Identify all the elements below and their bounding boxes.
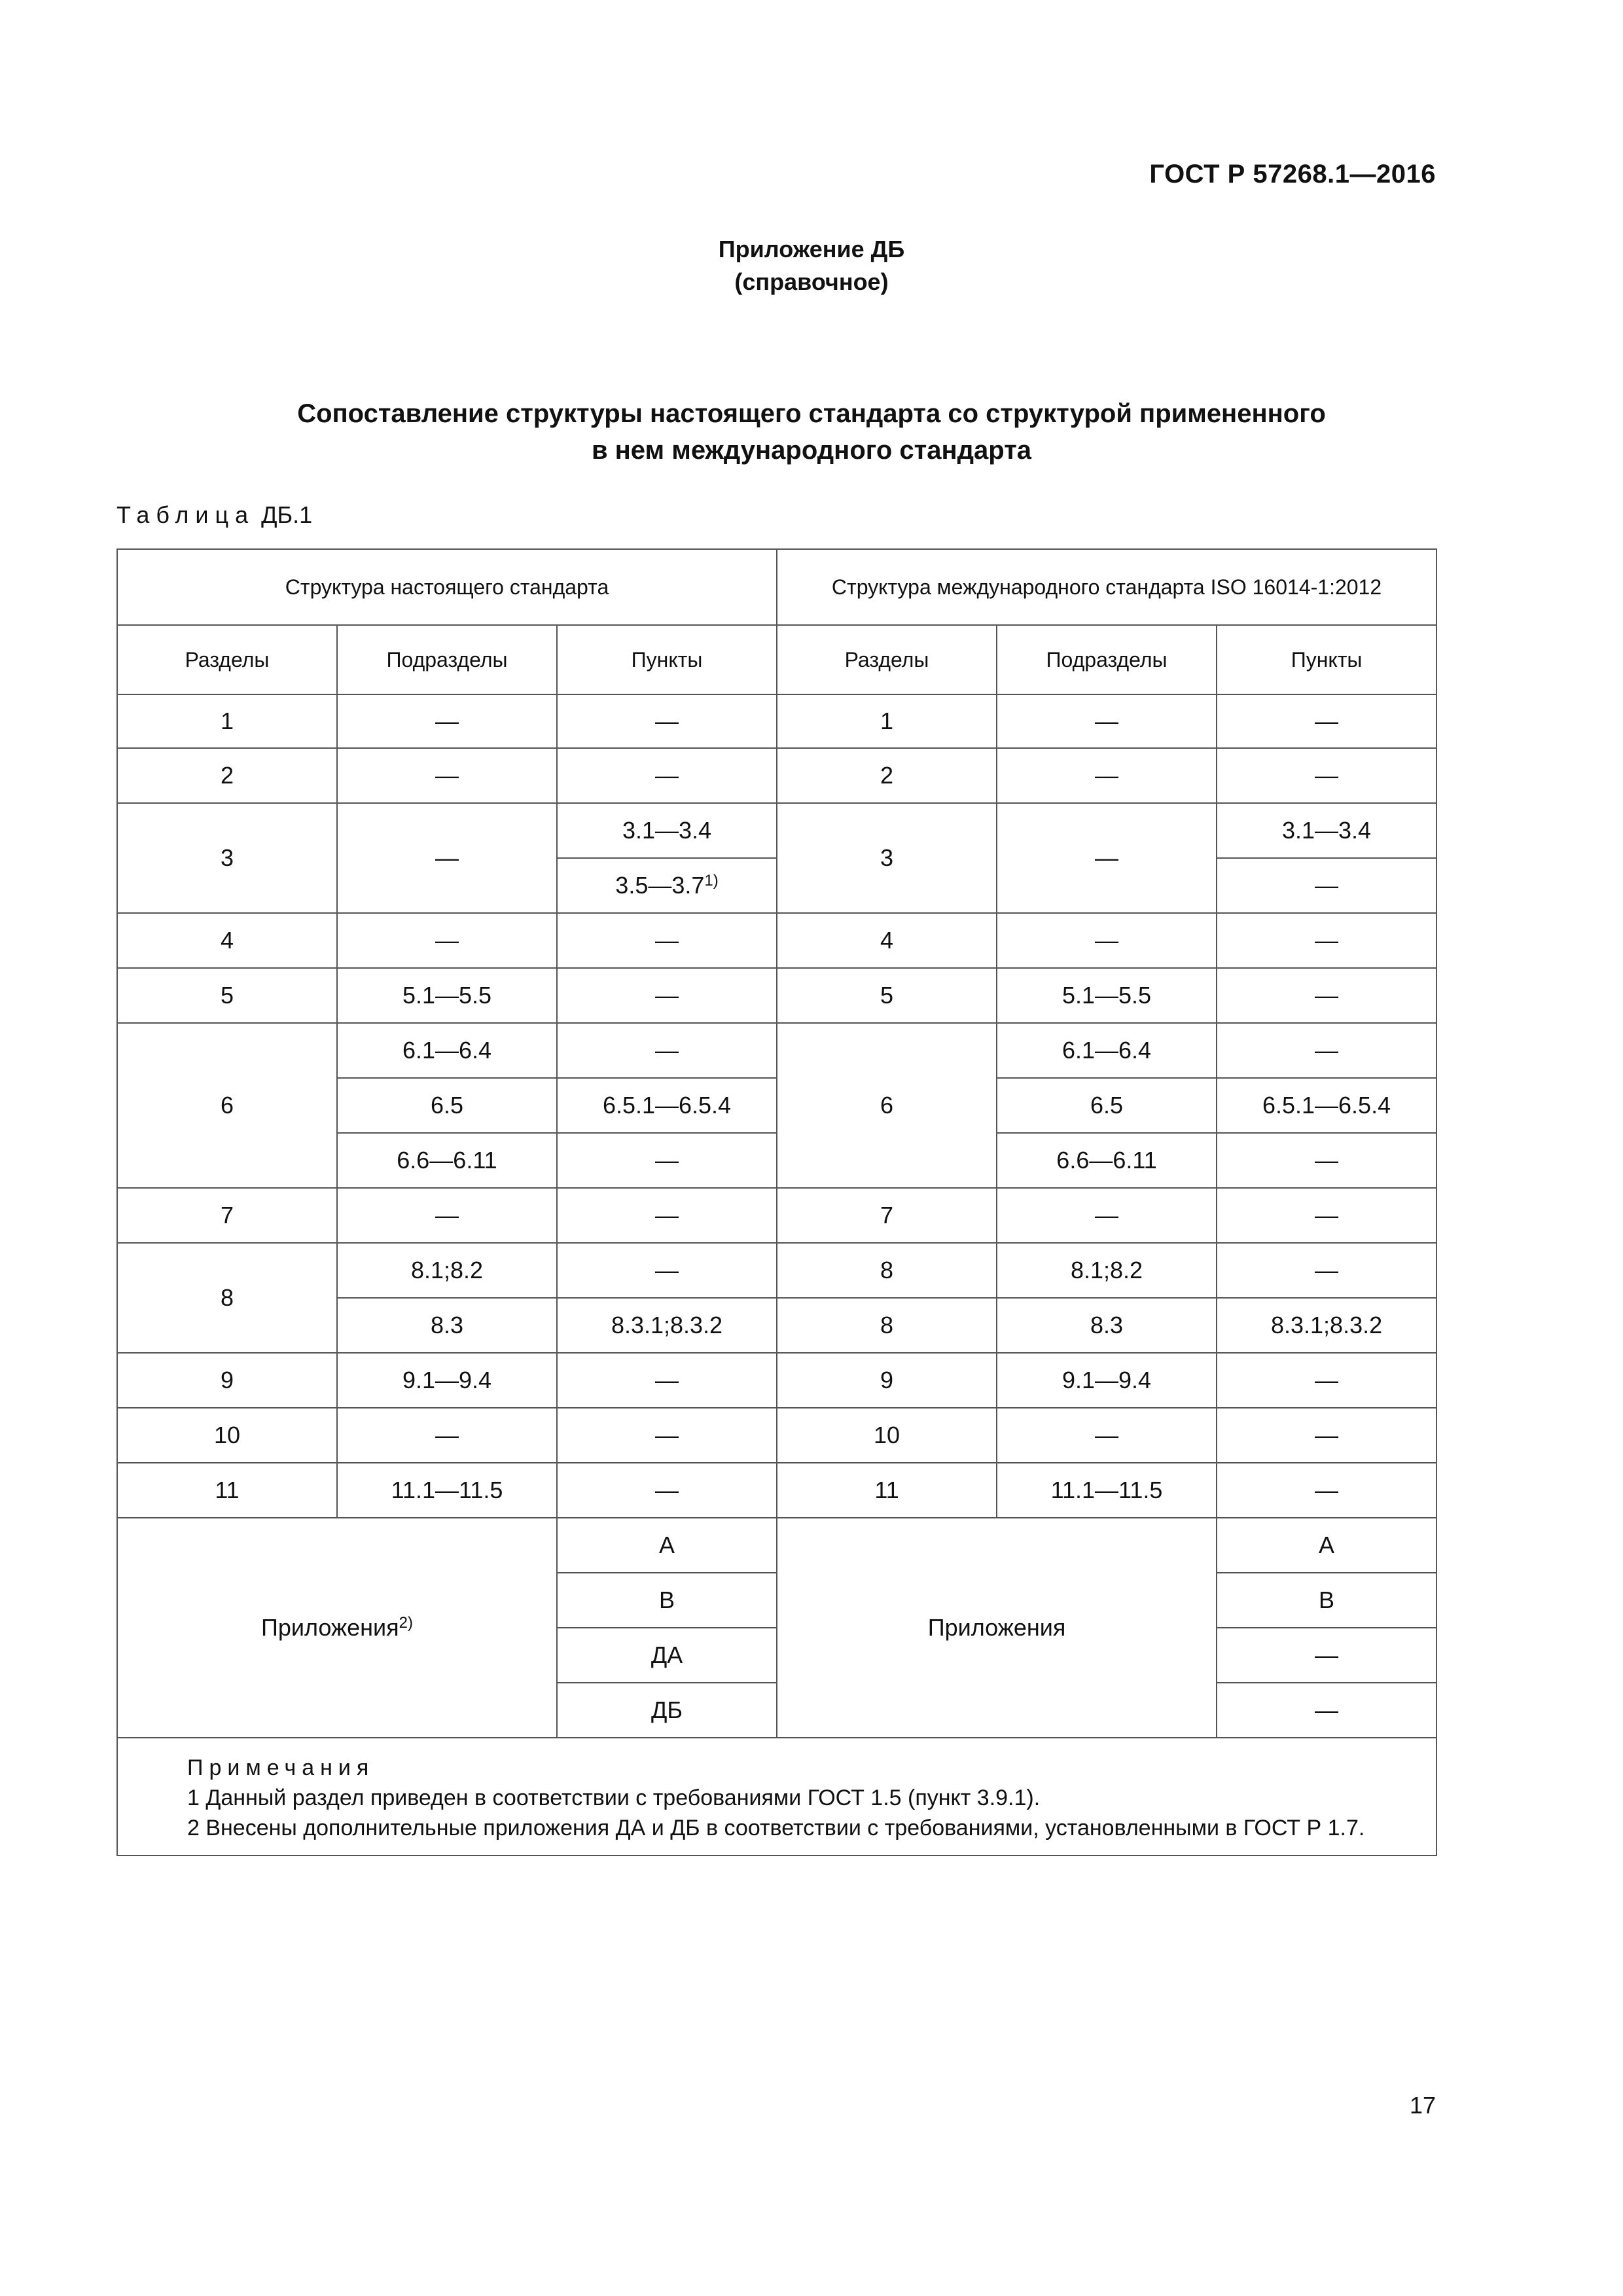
- col-header-intl-subsections: Подразделы: [997, 625, 1217, 694]
- table-cell: —: [997, 1188, 1217, 1243]
- table-cell: —: [557, 1243, 777, 1298]
- col-header-intl-items: Пункты: [1217, 625, 1436, 694]
- table-cell: 6.1—6.4: [337, 1023, 557, 1078]
- table-cell: —: [1217, 858, 1436, 913]
- table-cell: 3: [117, 803, 337, 913]
- notes-heading: Примечания: [187, 1755, 375, 1780]
- table-cell: 1: [777, 694, 997, 748]
- table-cell: 9.1—9.4: [997, 1353, 1217, 1408]
- table-cell: —: [997, 803, 1217, 913]
- table-cell: 8.1;8.2: [337, 1243, 557, 1298]
- col-header-items: Пункты: [557, 625, 777, 694]
- cell-text: 3.5—3.7: [615, 872, 705, 899]
- intl-appendices-label: Приложения: [777, 1518, 1217, 1738]
- table-cell: 8: [777, 1243, 997, 1298]
- table-cell: —: [1217, 694, 1436, 748]
- table-caption-prefix: Таблица: [116, 501, 255, 528]
- table-cell: 7: [117, 1188, 337, 1243]
- table-cell: —: [337, 803, 557, 913]
- page-title: [0, 395, 1623, 469]
- table-cell: A: [1217, 1518, 1436, 1573]
- table-cell: —: [1217, 1188, 1436, 1243]
- table-cell: —: [1217, 1243, 1436, 1298]
- table-cell: 8: [777, 1298, 997, 1353]
- table-cell: 8.3.1;8.3.2: [557, 1298, 777, 1353]
- page-title-line-1: Сопоставление структуры настоящего стандарта со структурой примененного: [297, 399, 1326, 428]
- table-cell: 6.1—6.4: [997, 1023, 1217, 1078]
- table-row: [117, 1463, 1436, 1518]
- notes-cell: [117, 1738, 1436, 1856]
- appendix-title: Приложение ДБ: [718, 236, 905, 262]
- table-cell: 2: [117, 748, 337, 803]
- table-cell: —: [1217, 748, 1436, 803]
- note-1: 1 Данный раздел приведен в соответствии с требованиями ГОСТ 1.5 (пункт 3.9.1).: [187, 1785, 1041, 1810]
- table-cell: —: [337, 748, 557, 803]
- table-cell: —: [557, 748, 777, 803]
- table-cell: 11: [117, 1463, 337, 1518]
- table-row: [117, 748, 1436, 803]
- table-cell: 6.6—6.11: [997, 1133, 1217, 1188]
- table-cell: 3.1—3.4: [557, 803, 777, 858]
- table-cell: —: [1217, 1023, 1436, 1078]
- table-cell: —: [557, 968, 777, 1023]
- table-cell: 6.5: [997, 1078, 1217, 1133]
- table-cell: —: [1217, 1133, 1436, 1188]
- table-cell: 6.5.1—6.5.4: [1217, 1078, 1436, 1133]
- table-cell: —: [557, 694, 777, 748]
- table-cell: —: [557, 1188, 777, 1243]
- table-cell: 6: [777, 1023, 997, 1188]
- table-cell: 9.1—9.4: [337, 1353, 557, 1408]
- col-header-intl-sections: Разделы: [777, 625, 997, 694]
- col-header-sections: Разделы: [117, 625, 337, 694]
- table-cell: 3: [777, 803, 997, 913]
- table-cell: —: [1217, 968, 1436, 1023]
- table-cell: —: [1217, 1463, 1436, 1518]
- table-cell: B: [1217, 1573, 1436, 1628]
- table-row: [117, 1408, 1436, 1463]
- table-cell: 5.1—5.5: [337, 968, 557, 1023]
- col-header-subsections: Подразделы: [337, 625, 557, 694]
- table-cell: —: [557, 1463, 777, 1518]
- table-cell: A: [557, 1518, 777, 1573]
- table-cell: 5.1—5.5: [997, 968, 1217, 1023]
- table-cell: 7: [777, 1188, 997, 1243]
- appendix-type: (справочное): [734, 268, 889, 295]
- table-cell: —: [997, 1408, 1217, 1463]
- table-cell: —: [337, 1188, 557, 1243]
- table-cell: 8.3: [337, 1298, 557, 1353]
- table-cell: —: [557, 1133, 777, 1188]
- table-cell: 6.5: [337, 1078, 557, 1133]
- table-row: [117, 1518, 1436, 1573]
- table-cell: 2: [777, 748, 997, 803]
- document-code: ГОСТ Р 57268.1—2016: [1149, 160, 1436, 188]
- table-cell: ДБ: [557, 1683, 777, 1738]
- table-cell: —: [557, 1353, 777, 1408]
- table-cell: 6.5.1—6.5.4: [557, 1078, 777, 1133]
- table-cell: 6.6—6.11: [337, 1133, 557, 1188]
- table-cell: 4: [777, 913, 997, 968]
- notes-row: [117, 1738, 1436, 1856]
- table-caption-number: ДБ.1: [261, 501, 313, 528]
- table-cell: 11.1—11.5: [997, 1463, 1217, 1518]
- footnote-ref: 1): [704, 872, 719, 889]
- appendix-heading: [0, 233, 1623, 298]
- table-row: [117, 1353, 1436, 1408]
- table-cell: —: [1217, 1353, 1436, 1408]
- table-cell: —: [1217, 1683, 1436, 1738]
- table-row: [117, 1023, 1436, 1078]
- table-cell: 9: [117, 1353, 337, 1408]
- page-title-line-2: в нем международного стандарта: [591, 436, 1032, 465]
- table-cell: —: [337, 694, 557, 748]
- table-cell: 1: [117, 694, 337, 748]
- table-row: [117, 694, 1436, 748]
- table-cell: 3.1—3.4: [1217, 803, 1436, 858]
- table-cell: —: [337, 913, 557, 968]
- table-cell: [557, 858, 777, 913]
- table-cell: 8.3: [997, 1298, 1217, 1353]
- table-cell: 9: [777, 1353, 997, 1408]
- table-cell: —: [557, 913, 777, 968]
- table-row: [117, 1188, 1436, 1243]
- table-cell: —: [997, 748, 1217, 803]
- table-cell: 4: [117, 913, 337, 968]
- national-structure-header: Структура настоящего стандарта: [117, 549, 777, 625]
- appendices-label: Приложения: [261, 1614, 399, 1641]
- appendices-label-cell: [117, 1518, 557, 1738]
- table-cell: 8.3.1;8.3.2: [1217, 1298, 1436, 1353]
- table-cell: —: [997, 694, 1217, 748]
- table-row: [117, 1243, 1436, 1298]
- table-cell: —: [1217, 913, 1436, 968]
- table-cell: 11.1—11.5: [337, 1463, 557, 1518]
- structure-comparison-table: [116, 548, 1437, 1856]
- table-cell: 5: [777, 968, 997, 1023]
- table-cell: —: [337, 1408, 557, 1463]
- table-caption: [116, 501, 312, 529]
- note-2: 2 Внесены дополнительные приложения ДА и ДБ в соответствии с требованиями, установленными в ГОСТ Р 1.7.: [187, 1816, 1365, 1840]
- international-structure-header: Структура международного стандарта ISO 16014-1:2012: [777, 549, 1436, 625]
- table-cell: B: [557, 1573, 777, 1628]
- table-cell: 6: [117, 1023, 337, 1188]
- table-cell: ДА: [557, 1628, 777, 1683]
- table-cell: —: [557, 1023, 777, 1078]
- table-cell: —: [557, 1408, 777, 1463]
- table-cell: —: [997, 913, 1217, 968]
- table-cell: 8.1;8.2: [997, 1243, 1217, 1298]
- table-row: [117, 913, 1436, 968]
- table-cell: 11: [777, 1463, 997, 1518]
- table-cell: —: [1217, 1628, 1436, 1683]
- footnote-ref: 2): [399, 1614, 413, 1632]
- table-cell: 10: [117, 1408, 337, 1463]
- table-cell: 8: [117, 1243, 337, 1353]
- table-row: [117, 968, 1436, 1023]
- table-cell: 10: [777, 1408, 997, 1463]
- table-cell: 5: [117, 968, 337, 1023]
- table-row: [117, 803, 1436, 858]
- page-number: 17: [1409, 2092, 1436, 2119]
- table-cell: —: [1217, 1408, 1436, 1463]
